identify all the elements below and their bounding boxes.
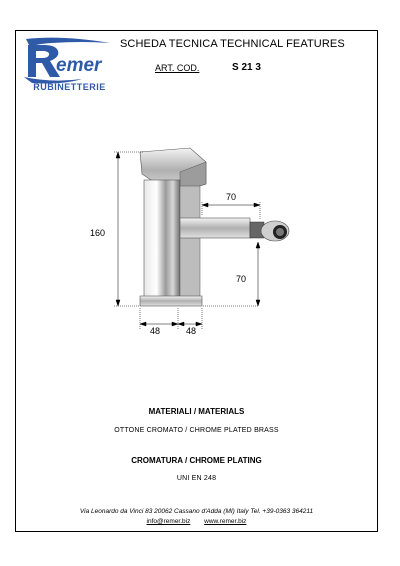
document-title: SCHEDA TECNICA TECHNICAL FEATURES bbox=[120, 38, 345, 50]
dim-base-right-label: 48 bbox=[186, 326, 197, 336]
faucet-body bbox=[144, 180, 200, 298]
brand-subtitle: RUBINETTERIE bbox=[33, 82, 106, 92]
faucet-drawing bbox=[80, 140, 320, 340]
dim-spout-length-label: 70 bbox=[226, 192, 237, 202]
email-link[interactable]: info@remer.biz bbox=[146, 518, 191, 525]
dim-spout-height-label: 70 bbox=[236, 274, 247, 284]
materials-text: OTTONE CROMATO / CHROME PLATED BRASS bbox=[114, 427, 279, 434]
materials-heading: MATERIALI / MATERIALS bbox=[148, 407, 245, 416]
plating-text: UNI EN 248 bbox=[176, 475, 217, 482]
article-code-label: ART. COD. bbox=[155, 63, 200, 73]
dim-height-label: 160 bbox=[90, 228, 106, 238]
company-address: Via Leonardo da Vinci 83 20062 Cassano d'Adda (MI) Italy Tel. +39-0363 364211 bbox=[79, 508, 314, 515]
contact-line bbox=[15, 518, 378, 525]
article-code: S 21 3 bbox=[232, 62, 261, 73]
faucet-base bbox=[140, 296, 202, 306]
spout bbox=[180, 218, 289, 241]
website-link[interactable]: www.remer.biz bbox=[204, 518, 247, 525]
plating-heading: CROMATURA / CHROME PLATING bbox=[131, 456, 262, 465]
dim-base-left-label: 48 bbox=[150, 326, 161, 336]
brand-wordmark: emer bbox=[56, 55, 102, 76]
